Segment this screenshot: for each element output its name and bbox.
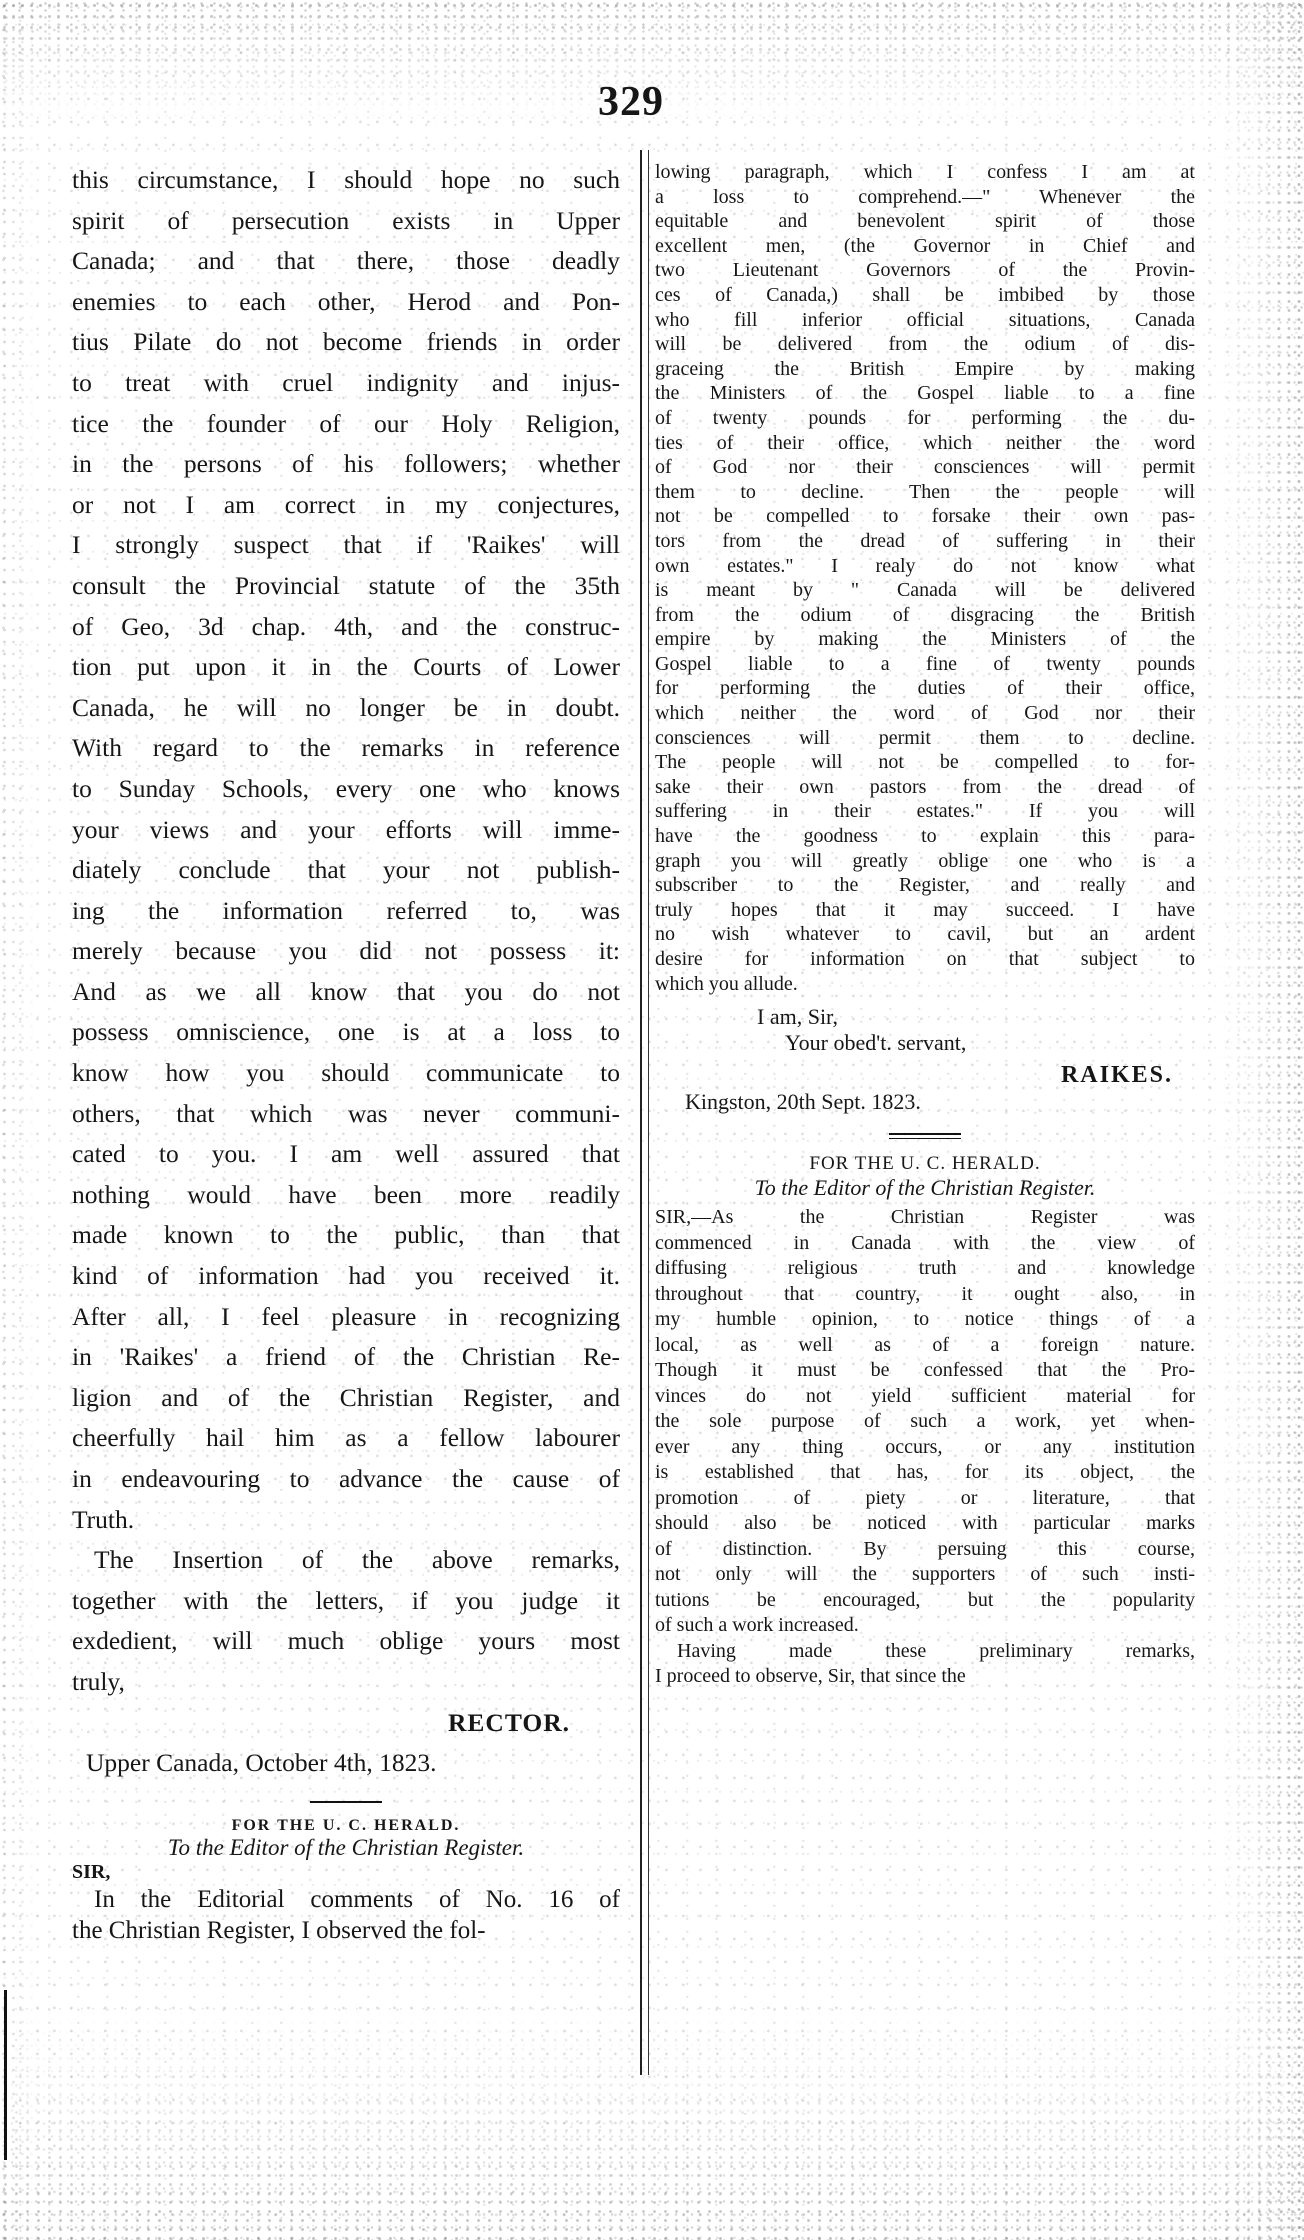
text-line: Having made these preliminary remarks, [677, 1639, 1195, 1662]
text-line: vinces do not yield sufficient material for [655, 1384, 1195, 1407]
text-line: I proceed to observe, Sir, that since the [655, 1665, 966, 1688]
text-line: ces of Canada,) shall be imbibed by those [655, 283, 1195, 306]
text-line: merely because you did not possess it: [72, 936, 620, 966]
text-line: The people will not be compelled to for- [655, 751, 1195, 774]
text-line: consciences will permit them to decline. [655, 726, 1195, 749]
right-heading: FOR THE U. C. HERALD. [809, 1153, 1041, 1175]
text-line: graceing the British Empire by making [655, 357, 1195, 380]
text-line: excellent men, (the Governor in Chief and [655, 234, 1195, 257]
left-next-letter [72, 1884, 620, 1946]
right-letter-body [655, 160, 1195, 996]
text-line: them to decline. Then the people will [655, 480, 1195, 503]
text-line: the sole purpose of such a work, yet when- [655, 1410, 1195, 1433]
text-line: tice the founder of our Holy Religion, [72, 408, 620, 438]
text-line: exdedient, will much oblige yours most [72, 1626, 620, 1656]
text-line: graph you will greatly oblige one who is a [655, 849, 1195, 872]
text-line: Gospel liable to a fine of twenty pounds [655, 652, 1195, 675]
text-line: commenced in Canada with the view of [655, 1231, 1195, 1254]
text-line: sake their own pastors from the dread of [655, 775, 1195, 798]
text-line: local, as well as of a foreign nature. [655, 1333, 1195, 1356]
text-line: desire for information on that subject to [655, 948, 1195, 970]
raikes-signature: RAIKES. [1060, 1062, 1173, 1089]
text-line: nothing would have been more readily [72, 1179, 620, 1209]
text-line: promotion of piety or literature, that [655, 1486, 1195, 1509]
text-line: Canada; and that there, those deadly [72, 246, 620, 276]
right-column [655, 160, 1195, 1690]
text-line: tius Pilate do not become friends in order [72, 327, 620, 357]
text-line: my humble opinion, to notice things of a [655, 1308, 1195, 1331]
text-line: together with the letters, if you judge it [72, 1585, 620, 1615]
text-line: which neither the word of God nor their [655, 702, 1195, 725]
print-noise-bottom [0, 2000, 1304, 2240]
page-number: 329 [598, 79, 664, 125]
text-line: kind of information had you received it. [72, 1261, 620, 1291]
column-rule-inner [648, 150, 649, 2075]
text-line: The Insertion of the above remarks, [94, 1545, 620, 1575]
left-heading: FOR THE U. C. HERALD. [231, 1816, 461, 1834]
text-line: know how you should communicate to [72, 1058, 620, 1088]
text-line: is meant by " Canada will be delivered [655, 579, 1195, 602]
text-line: cheerfully hail him as a fellow labourer [72, 1423, 620, 1453]
print-noise-right [1214, 0, 1304, 2240]
text-line: not only will the supporters of such insti- [655, 1563, 1195, 1586]
text-line: of such a work increased. [655, 1614, 859, 1637]
text-line: in endeavouring to advance the cause of [72, 1464, 620, 1493]
text-line: should also be noticed with particular marks [655, 1512, 1195, 1535]
section-divider [889, 1133, 961, 1139]
text-line: I strongly suspect that if 'Raikes' will [72, 530, 620, 560]
text-line: of distinction. By persuing this course, [655, 1537, 1195, 1560]
text-line: this circumstance, I should hope no such [72, 165, 620, 194]
text-line: diately conclude that your not publish- [72, 855, 620, 885]
section-divider [310, 1801, 382, 1803]
text-line: the Christian Register, I observed the fol- [72, 1916, 486, 1944]
text-line: suffering in their estates." If you will [655, 800, 1195, 823]
text-line: empire by making the Ministers of the [655, 628, 1195, 651]
left-column [72, 160, 620, 1946]
text-line: And as we all know that you do not [72, 976, 620, 1006]
text-line: consult the Provincial statute of the 35th [72, 570, 620, 600]
text-line: or not I am correct in my conjectures, [72, 489, 620, 519]
text-line: in 'Raikes' a friend of the Christian Re- [72, 1342, 620, 1372]
text-line: of God nor their consciences will permit [655, 456, 1195, 479]
closing-salutation: I am, Sir, [757, 1004, 838, 1030]
margin-mark [4, 1990, 7, 2160]
print-noise-left [0, 0, 40, 2240]
text-line: to Sunday Schools, every one who knows [72, 773, 620, 803]
text-line: enemies to each other, Herod and Pon- [72, 286, 620, 316]
text-line: who fill inferior official situations, Canada [655, 308, 1195, 331]
text-line: will be delivered from the odium of dis- [655, 333, 1195, 356]
text-line: spirit of persecution exists in Upper [72, 205, 620, 235]
text-line: ing the information referred to, was [72, 895, 620, 925]
text-line: have the goodness to explain this para- [655, 825, 1195, 848]
raikes-dateline: Kingston, 20th Sept. 1823. [685, 1089, 921, 1115]
text-line: the Ministers of the Gospel liable to a fine [655, 382, 1195, 405]
text-line: no wish whatever to cavil, but an ardent [655, 923, 1195, 946]
text-line: tutions be encouraged, but the popularity [655, 1588, 1195, 1611]
text-line: With regard to the remarks in reference [72, 733, 620, 763]
text-line: cated to you. I am well assured that [72, 1139, 620, 1169]
text-line: truly hopes that it may succeed. I have [655, 898, 1195, 921]
text-line: own estates." I realy do not know what [655, 554, 1195, 577]
text-line: Though it must be confessed that the Pro- [655, 1359, 1195, 1382]
text-line: truly, [72, 1666, 125, 1696]
left-to-editor: To the Editor of the Christian Register. [167, 1834, 525, 1860]
text-line: In the Editorial comments of No. 16 of [94, 1885, 620, 1913]
text-line: ties of their office, which neither the word [655, 431, 1195, 454]
text-line: possess omniscience, one is at a loss to [72, 1017, 620, 1047]
left-letter-body [72, 160, 620, 1703]
text-line: not be compelled to forsake their own pas- [655, 505, 1195, 528]
right-to-editor: To the Editor of the Christian Register. [754, 1175, 1096, 1201]
text-line: your views and your efforts will imme- [72, 814, 620, 844]
text-line: is established that has, for its object, the [655, 1461, 1195, 1484]
text-line: which you allude. [655, 972, 798, 995]
text-line: tion put upon it in the Courts of Lower [72, 652, 620, 682]
text-line: from the odium of disgracing the British [655, 603, 1195, 626]
rector-signature: RECTOR. [447, 1707, 570, 1737]
text-line: ligion and of the Christian Register, and [72, 1382, 620, 1412]
text-line: of twenty pounds for performing the du- [655, 406, 1195, 429]
text-line: subscriber to the Register, and really and [655, 874, 1195, 897]
text-line: to treat with cruel indignity and injus- [72, 367, 620, 397]
text-line: of Geo, 3d chap. 4th, and the construc- [72, 611, 620, 641]
text-line: diffusing religious truth and knowledge [655, 1257, 1195, 1280]
right-second-letter [655, 1205, 1195, 1690]
text-line: for performing the duties of their office, [655, 677, 1195, 700]
text-line: After all, I feel pleasure in recognizing [72, 1301, 620, 1331]
text-line: made known to the public, than that [72, 1220, 620, 1250]
text-line: others, that which was never communi- [72, 1098, 620, 1128]
text-line: two Lieutenant Governors of the Provin- [655, 259, 1195, 282]
text-line: Truth. [72, 1504, 135, 1534]
closing-servant: Your obed't. servant, [785, 1030, 967, 1056]
left-salutation: SIR, [72, 1860, 111, 1883]
text-line: in the persons of his followers; whether [72, 449, 620, 479]
text-line: ever any thing occurs, or any institution [655, 1435, 1195, 1458]
text-line: Canada, he will no longer be in doubt. [72, 692, 620, 722]
text-line: SIR,—As the Christian Register was [655, 1206, 1195, 1229]
text-line: a loss to comprehend.—" Whenever the [655, 185, 1195, 208]
text-line: equitable and benevolent spirit of those [655, 210, 1195, 233]
text-line: throughout that country, it ought also, in [655, 1282, 1195, 1305]
text-line: lowing paragraph, which I confess I am at [655, 161, 1195, 183]
text-line: tors from the dread of suffering in their [655, 529, 1195, 552]
rector-dateline: Upper Canada, October 4th, 1823. [86, 1747, 437, 1777]
column-rule [640, 150, 642, 2075]
